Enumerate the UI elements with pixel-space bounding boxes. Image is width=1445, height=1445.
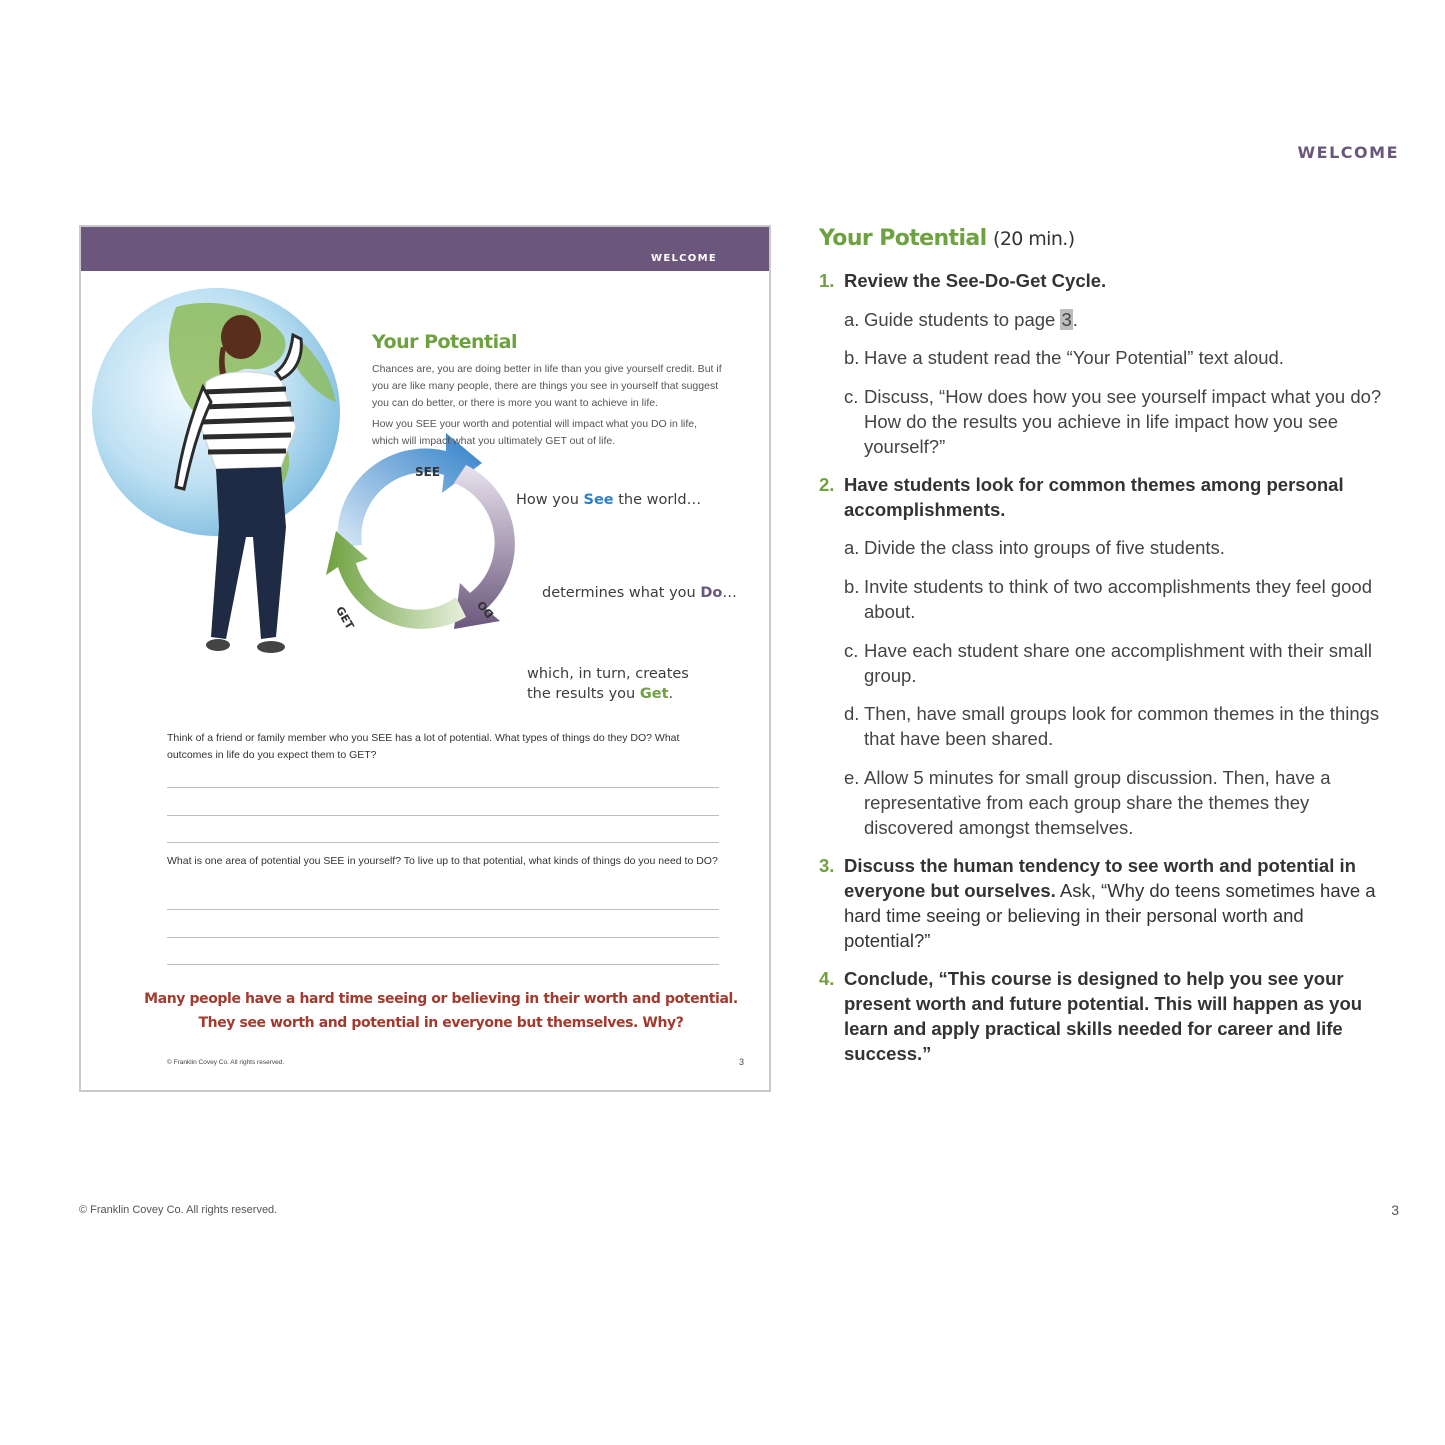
writing-line	[167, 937, 719, 938]
section-label: WELCOME	[1297, 143, 1399, 162]
step-1c: c. Discuss, “How does how you see yourself impact what you do? How do the results you achieve in life impact how you see yourself?”	[844, 386, 1382, 457]
step-2b: b. Invite students to think of two accomplishments they feel good about.	[844, 576, 1373, 622]
step-4: 4. Conclude, “This course is designed to help you see your present worth and future potential. This will happen as you learn and apply practical skills needed for career and life success.”	[819, 968, 1363, 1064]
step-1a: a. Guide students to page 3.	[844, 309, 1078, 330]
writing-line	[167, 842, 719, 843]
do-caption: determines what you Do…	[542, 585, 737, 601]
reflection-prompt-1: Think of a friend or family member who you SEE has a lot of potential. What types of things do they DO? What outcomes in life do you expect them to GET?	[167, 732, 680, 761]
see-do-get-cycle	[326, 433, 515, 629]
see-arrow-label: SEE	[415, 465, 441, 479]
reflection-prompt-2: What is one area of potential you SEE in yourself? To live up to that potential, what kinds of things do you need to DO?	[167, 855, 718, 867]
writing-line	[167, 787, 719, 788]
student-page-number: 3	[739, 1057, 745, 1067]
header-band	[81, 227, 769, 271]
footer-copyright: © Franklin Covey Co. All rights reserved.	[79, 1204, 278, 1216]
step-2d: d. Then, have small groups look for common themes in the things that have been shared.	[844, 703, 1380, 749]
step-2: 2. Have students look for common themes among personal accomplishments.	[819, 474, 1344, 520]
see-do-get-paragraph: How you SEE your worth and potential will impact what you DO in life, which will impact what you ultimately GET out of life.	[372, 418, 698, 447]
writing-line	[167, 909, 719, 910]
step-2a: a. Divide the class into groups of five students.	[844, 537, 1225, 558]
writing-line	[167, 815, 719, 816]
step-2e: e. Allow 5 minutes for small group discussion. Then, have a representative from each group share the themes they discovered amongst themselves.	[844, 767, 1331, 838]
step-1: 1. Review the See-Do-Get Cycle.	[819, 270, 1107, 291]
callout-question: Many people have a hard time seeing or believing in their worth and potential. They see worth and potential in everyone but themselves. Why?	[144, 991, 738, 1031]
band-label: WELCOME	[651, 253, 717, 264]
see-caption: How you See the world…	[516, 492, 702, 508]
footer-page-number: 3	[1391, 1202, 1399, 1218]
student-page-copyright: © Franklin Covey Co. All rights reserved.	[167, 1059, 285, 1066]
student-page-title: Your Potential	[372, 331, 517, 353]
step-3: 3. Discuss the human tendency to see worth and potential in everyone but ourselves. Ask, “Why do teens sometimes have a hard time seeing or believing in their personal worth and potential?”	[819, 855, 1376, 951]
do-arrow-label: DO	[474, 598, 497, 621]
guide-title: Your Potential (20 min.)	[819, 226, 1075, 251]
see-arrow-icon	[337, 433, 482, 547]
writing-line	[167, 964, 719, 965]
step-1b: b. Have a student read the “Your Potential” text aloud.	[844, 347, 1284, 368]
intro-paragraph: Chances are, you are doing better in life than you give yourself credit. But if you are like many people, there are things you see in yourself that suggest you can do better, or there is more you want to achieve in life.	[372, 363, 722, 409]
get-caption: which, in turn, creates the results you Get.	[527, 666, 689, 702]
step-2c: c. Have each student share one accomplishment with their small group.	[844, 640, 1372, 686]
get-arrow-label: GET	[333, 604, 357, 632]
student-page-thumbnail	[79, 225, 771, 1092]
